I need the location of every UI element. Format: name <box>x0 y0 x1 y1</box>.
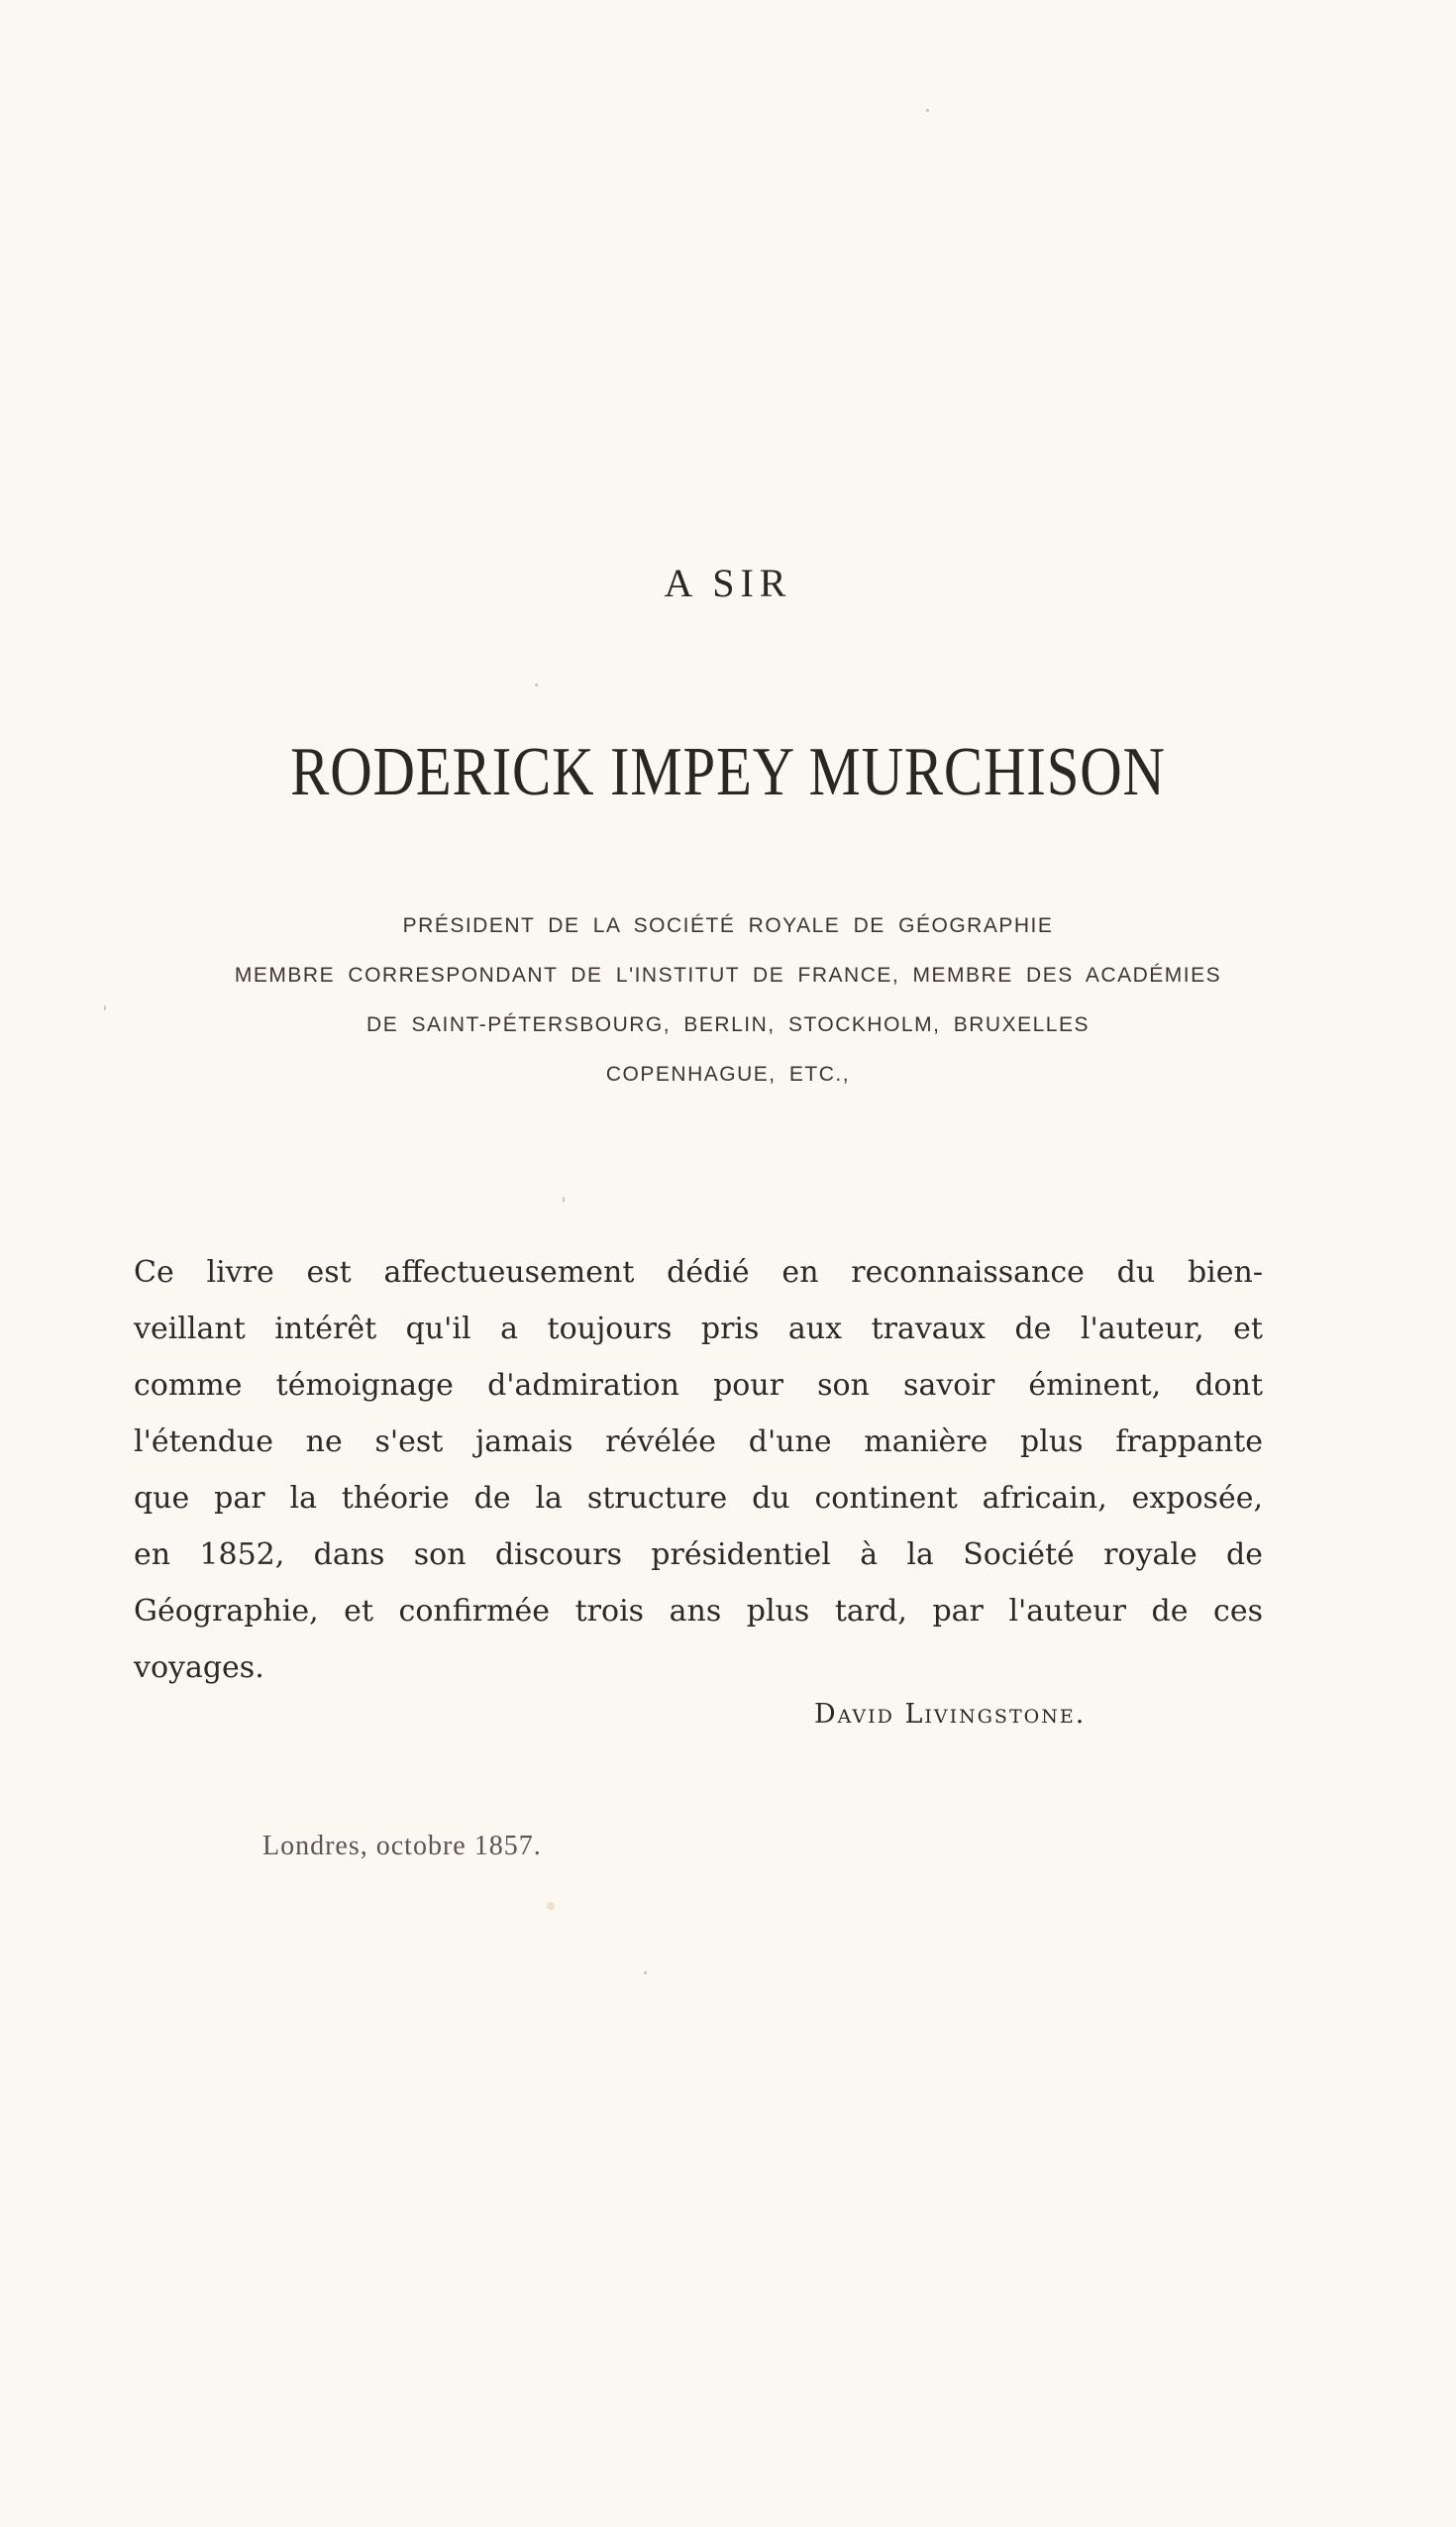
body-line: l'étendue ne s'est jamais révélée d'une manière plus frappante <box>134 1424 1263 1459</box>
paper-speck <box>644 1971 647 1974</box>
dedication-body <box>134 1244 1263 1696</box>
body-line: veillant intérêt qu'il a toujours pris aux travaux de l'auteur, et <box>134 1312 1263 1346</box>
dedicatee-name: RODERICK IMPEY MURCHISON <box>290 734 1166 810</box>
paper-speck <box>926 109 929 112</box>
paper-speck <box>104 1005 106 1010</box>
body-line: Ce livre est affectueusement dédié en reconnaissance du bien- <box>134 1255 1263 1290</box>
place-date: Londres, octobre 1857. <box>262 1831 542 1861</box>
title-line: COPENHAGUE, ETC., <box>605 1063 851 1086</box>
paper-speck <box>547 1902 555 1910</box>
body-line: comme témoignage d'admiration pour son savoir éminent, dont <box>134 1368 1263 1403</box>
title-line: MEMBRE CORRESPONDANT DE L'INSTITUT DE FRANCE, MEMBRE DES ACADÉMIES <box>234 964 1222 987</box>
body-line: que par la théorie de la structure du continent africain, exposée, <box>134 1481 1263 1516</box>
body-line: voyages. <box>134 1650 264 1685</box>
signature: David Livingstone. <box>814 1699 1087 1730</box>
dedicatee-titles <box>0 901 1456 1100</box>
body-line: Géographie, et confirmée trois ans plus tard, par l'auteur de ces <box>134 1594 1263 1629</box>
paper-speck <box>563 1197 565 1203</box>
title-line: PRÉSIDENT DE LA SOCIÉTÉ ROYALE DE GÉOGRAPHIE <box>402 914 1054 937</box>
dedication-heading: A SIR <box>664 561 792 605</box>
body-line: en 1852, dans son discours présidentiel à la Société royale de <box>134 1537 1263 1572</box>
title-line: DE SAINT-PÉTERSBOURG, BERLIN, STOCKHOLM, BRUXELLES <box>366 1013 1090 1036</box>
paper-speck <box>535 684 538 686</box>
